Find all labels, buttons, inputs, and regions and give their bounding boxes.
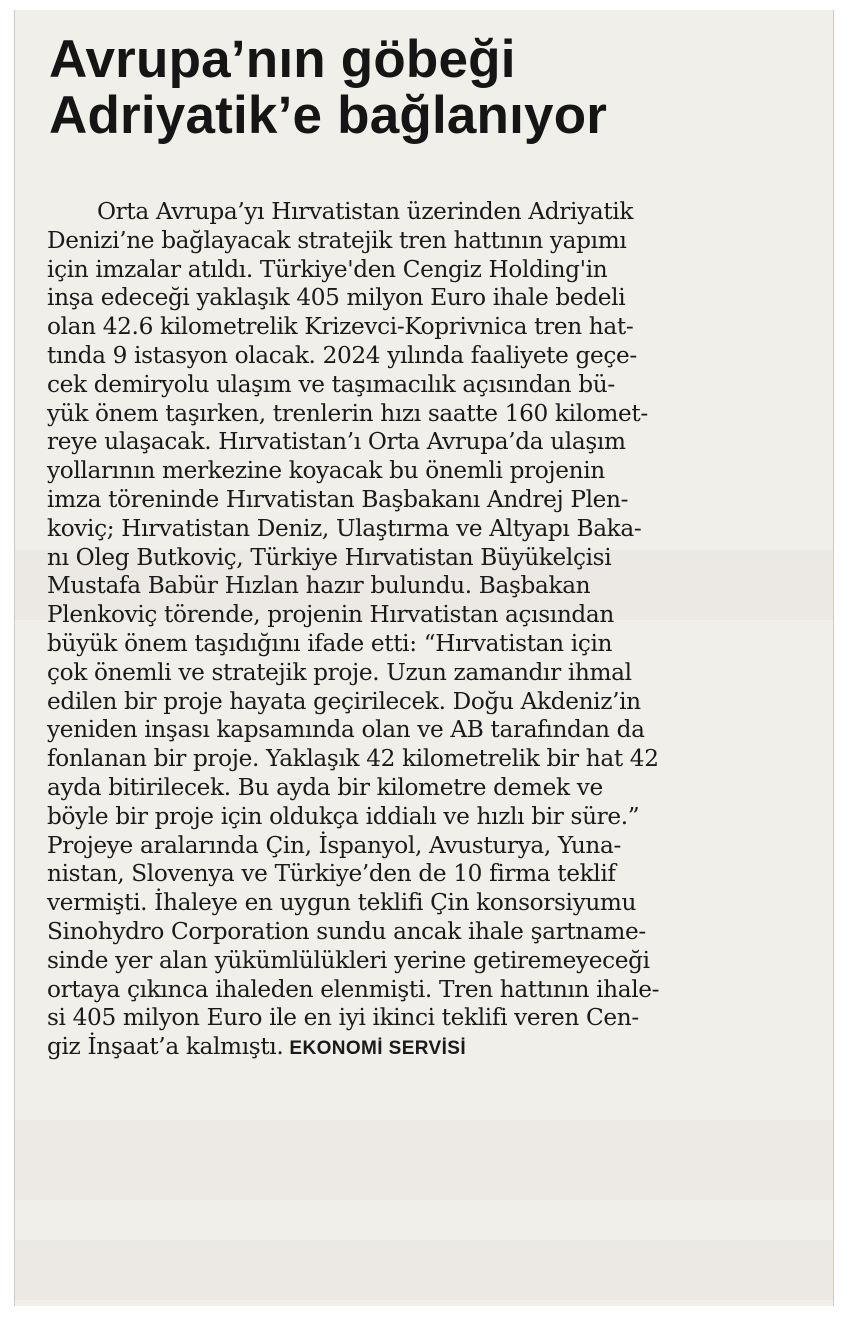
- body-line: Plenkoviç törende, projenin Hırvatistan açısından: [47, 601, 614, 629]
- body-line: imza töreninde Hırvatistan Başbakanı Andrej Plen-: [47, 485, 629, 513]
- body-line: ayda bitirilecek. Bu ayda bir kilometre demek ve: [47, 773, 603, 801]
- body-line: reye ulaşacak. Hırvatistan’ı Orta Avrupa’da ulaşım: [47, 428, 626, 456]
- body-line: Denizi’ne bağlayacak stratejik tren hattının yapımı: [47, 226, 627, 254]
- body-line: vermişti. İhaleye en uygun teklifi Çin konsorsiyumu: [47, 889, 637, 917]
- body-line: si 405 milyon Euro ile en iyi ikinci teklifi veren Cen-: [47, 1004, 639, 1032]
- body-line: sinde yer alan yükümlülükleri yerine getiremeyeceği: [47, 946, 650, 974]
- body-line: Sinohydro Corporation sundu ancak ihale şartname-: [47, 917, 646, 945]
- body-line: edilen bir proje hayata geçirilecek. Doğu Akdeniz’in: [47, 687, 641, 715]
- body-line: Projeye aralarında Çin, İspanyol, Avusturya, Yuna-: [47, 831, 621, 859]
- body-line: Orta Avrupa’yı Hırvatistan üzerinden Adriyatik: [97, 198, 634, 225]
- article-headline: [49, 32, 607, 144]
- body-line: nistan, Slovenya ve Türkiye’den de 10 firma teklif: [47, 860, 616, 888]
- bleed-through-band: [15, 1240, 833, 1300]
- body-line: inşa edeceği yaklaşık 405 milyon Euro ihale bedeli: [47, 284, 626, 312]
- body-line: yeniden inşası kapsamında olan ve AB tarafından da: [47, 716, 645, 744]
- newspaper-clipping: [14, 10, 834, 1306]
- headline-line-1: Avrupa’nın göbeği: [49, 30, 516, 89]
- body-line: böyle bir proje için oldukça iddialı ve hızlı bir süre.”: [47, 802, 640, 830]
- body-line: çok önemli ve stratejik proje. Uzun zamandır ihmal: [47, 658, 632, 686]
- body-line: olan 42.6 kilometrelik Krizevci-Koprivnica tren hat-: [47, 313, 634, 341]
- body-line: yük önem taşırken, trenlerin hızı saatte 160 kilomet-: [47, 399, 648, 427]
- body-line: için imzalar atıldı. Türkiye'den Cengiz Holding'in: [47, 255, 608, 283]
- byline: EKONOMİ SERVİSİ: [289, 1038, 467, 1060]
- body-line: nı Oleg Butkoviç, Türkiye Hırvatistan Büyükelçisi: [47, 543, 612, 571]
- body-line: cek demiryolu ulaşım ve taşımacılık açısından bü-: [47, 370, 615, 398]
- body-line: ortaya çıkınca ihaleden elenmişti. Tren hattının ihale-: [47, 975, 660, 1003]
- body-line: Mustafa Babür Hızlan hazır bulundu. Başbakan: [47, 572, 591, 600]
- body-last-text: giz İnşaat’a kalmıştı.: [47, 1033, 284, 1061]
- headline-line-2: Adriyatik’e bağlanıyor: [49, 86, 608, 145]
- body-last-line: [47, 1033, 807, 1064]
- body-line: fonlanan bir proje. Yaklaşık 42 kilometrelik bir hat 42: [47, 745, 659, 773]
- bleed-through-band: [15, 1120, 833, 1200]
- body-line: büyük önem taşıdığını ifade etti: “Hırvatistan için: [47, 629, 613, 657]
- body-line: tında 9 istasyon olacak. 2024 yılında faaliyete geçe-: [47, 341, 637, 369]
- article-body: [47, 198, 807, 1064]
- body-line: yollarının merkezine koyacak bu önemli projenin: [47, 457, 605, 485]
- body-line: koviç; Hırvatistan Deniz, Ulaştırma ve Altyapı Baka-: [47, 514, 642, 542]
